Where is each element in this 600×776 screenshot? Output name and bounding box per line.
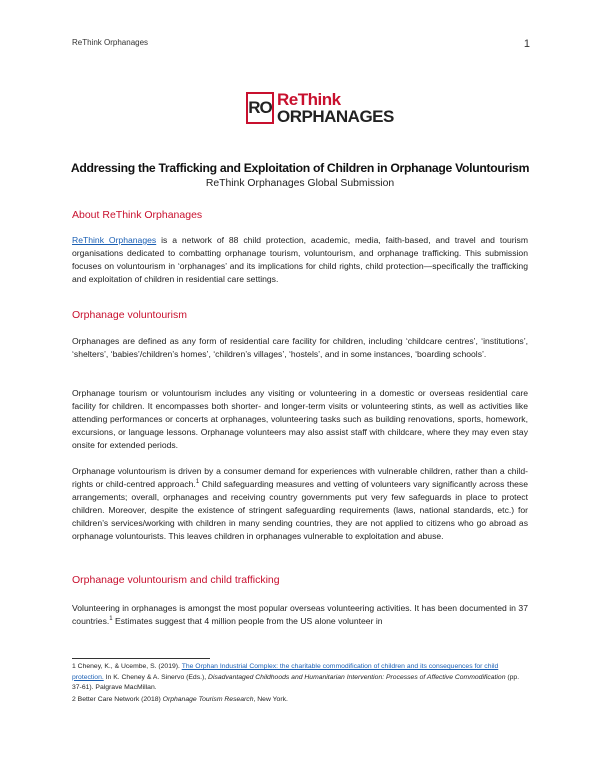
footnote-1-text-c: (pp. 37-61). Palgrave MacMillan. bbox=[72, 673, 520, 691]
logo-line-1: ReThink bbox=[277, 90, 341, 109]
footnote-1 bbox=[72, 662, 528, 694]
paragraph-about bbox=[72, 234, 528, 286]
logo-wordmark bbox=[277, 91, 394, 125]
footnote-1-italic: Disadvantaged Childhoods and Humanitarian Intervention: Processes of Affective Commodification bbox=[208, 673, 506, 681]
trafficking-text-a: Volunteering in orphanages is amongst the most popular overseas volunteering activities. It has been documented in 37 countries. bbox=[72, 603, 528, 626]
heading-about: About ReThink Orphanages bbox=[72, 209, 203, 221]
rethink-orphanages-link[interactable]: ReThink Orphanages bbox=[72, 235, 157, 245]
paragraph-definition: Orphanages are defined as any form of residential care facility for children, including ‘childcare centres’, ‘institutions’, ‘shelters’, ‘babies’/children’s homes’, ‘children’s villages’, ‘hostels’, and in some instances, ‘boarding schools’. bbox=[72, 336, 528, 359]
document-title: Addressing the Trafficking and Exploitation of Children in Orphanage Voluntourism bbox=[70, 161, 530, 175]
footnote-2-italic: Orphanage Tourism Research bbox=[162, 696, 254, 703]
footnote-2-text-a: 2 Better Care Network (2018) bbox=[72, 696, 163, 703]
paragraph-tourism-definition: Orphanage tourism or voluntourism includes any visiting or volunteering in a domestic or overseas residential care facility for children. It encompasses both shorter- and longer-term visits or volunteering stints, as well as activities like attending performances or concerts at orphanages, volunteering tasks such as building renovations, sports, homework, excursions, or language lessons. Orphanage volunteers may also assist staff with childcare, where they may even stay onsite for extended periods. bbox=[72, 388, 528, 450]
heading-orphanage-voluntourism: Orphanage voluntourism bbox=[72, 309, 187, 321]
footnote-1-text-b: In K. Cheney & A. Sinervo (Eds.), bbox=[103, 673, 209, 681]
heading-child-trafficking: Orphanage voluntourism and child trafficking bbox=[72, 574, 280, 586]
paragraph-consumer-demand bbox=[72, 465, 528, 543]
footnote-2-text-b: , New York. bbox=[253, 696, 288, 703]
page-number: 1 bbox=[523, 38, 530, 50]
logo-line-2: ORPHANAGES bbox=[277, 107, 394, 126]
paragraph-trafficking bbox=[72, 602, 528, 628]
running-header-title: ReThink Orphanages bbox=[72, 38, 149, 47]
logo-mark: RO bbox=[246, 92, 274, 124]
footnote-ref-2: 1 bbox=[109, 616, 113, 623]
footnote-1-link[interactable]: The Orphan Industrial Complex: the charitable commodification of children and its consequences for child protection. bbox=[72, 663, 499, 681]
consumer-demand-text-b: Child safeguarding measures and vetting of volunteers vary significantly across these arrangements; overall, orphanages and receiving country governments put very few safeguards in place to protect children. Moreover, despite the existence of stringent safeguarding requirements (laws, national standards, etc.) for children’s services/working with children in many sending countries, they are not applied to citizens who go abroad as orphanage voluntourists. This leaves children in orphanages vulnerable to exploitation and abuse. bbox=[72, 479, 528, 541]
document-subtitle: ReThink Orphanages Global Submission bbox=[205, 178, 395, 189]
footnote-2 bbox=[72, 695, 528, 706]
about-body-text: is a network of 88 child protection, academic, media, faith-based, and travel and tourism organisations dedicated to combatting orphanage tourism, voluntourism, and orphanage trafficking. This submission focuses on voluntourism in ‘orphanages’ and its implications for child rights, child protection—specifically the trafficking and exploitation of children in residential care settings. bbox=[72, 235, 529, 284]
rethink-orphanages-logo bbox=[246, 91, 394, 125]
footnote-1-text-a: 1 Cheney, K., & Ucembe, S. (2019). bbox=[72, 663, 182, 670]
consumer-demand-text-a: Orphanage voluntourism is driven by a consumer demand for experiences with vulnerable children, rather than a child-rights or child-centred approach. bbox=[72, 466, 528, 489]
footnote-divider bbox=[72, 658, 210, 659]
footnote-ref-1: 1 bbox=[195, 479, 200, 486]
trafficking-text-b: Estimates suggest that 4 million people from the US alone volunteer in bbox=[112, 616, 383, 626]
